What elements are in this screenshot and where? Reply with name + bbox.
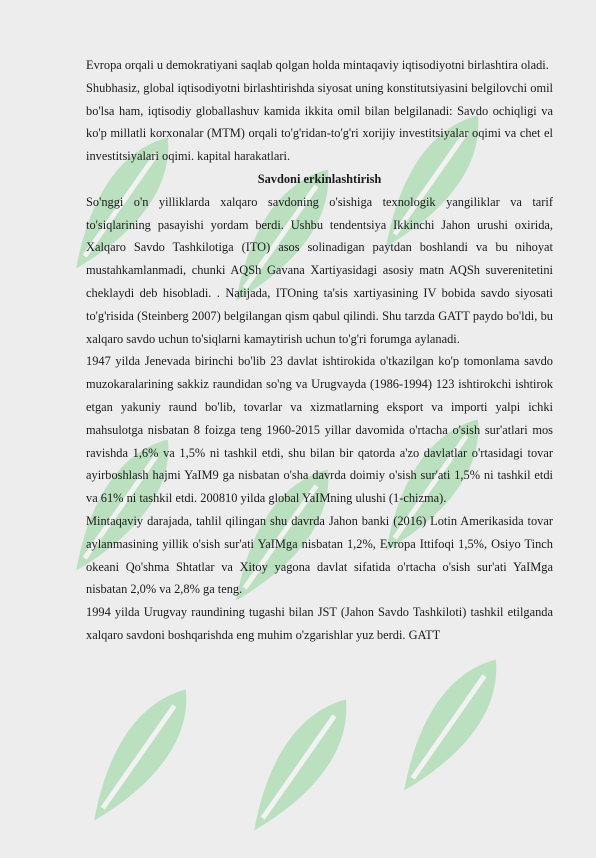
leaf-logo-icon <box>368 632 531 817</box>
leaf-logo-icon <box>218 672 381 857</box>
document-page <box>86 54 553 647</box>
leaf-logo-icon <box>58 662 221 847</box>
section-heading: Savdoni erkinlashtirish <box>257 171 382 186</box>
paragraph: So'nggi o'n yilliklarda xalqaro savdoning o'sishiga texnologik yangiliklar va tarif to'siqlarining pasayishi yordam berdi. Ushbu tendentsiya Ikkinchi Jahon urushi oxirida, Xalqaro Savdo Tashkilotiga (ITO) asos solinadigan paytdan boshlandi va bu nihoyat mustahkamlanmadi, chunki AQSh Gavana Xartiyasidagi asosiy matn AQSh suverenitetini cheklaydi deb hisobladi. . Natijada, ITOning ta'sis xartiyasining IV bobida savdo siyosati to'g'risida (Steinberg 2007) belgilangan qism qabul qilindi. Shu tarzda GATT paydo bo'ldi, bu xalqaro savdo uchun to'siqlarni kamaytirish uchun to'g'ri forumga aylanadi. <box>86 194 553 346</box>
paragraph: 1947 yilda Jenevada birinchi bo'lib 23 davlat ishtirokida o'tkazilgan ko'p tomonlama savdo muzokaralarining sakkiz raundidan so'ng va Urugvayda (1986-1994) 123 ishtirokchi ishtirok etgan yakuniy raund bo'lib, tovarlar va xizmatlarning eksport va importi yalpi ichki mahsulotga nisbatan 8 foizga teng 1960-2015 yillar davomida o'rtacha o'sish sur'atlari mos ravishda 1,6% va 1,5% ni tashkil etdi, shu bilan bir qatorda a'zo davlatlar o'rtasidagi tovar ayirboshlash hajmi YaIM9 ga nisbatan o'sha davrda doimiy o'sish sur'ati 1,5% ni tashkil etdi va 61% ni tashkil etdi. 200810 yilda global YaIMning ulushi (1-chizma). <box>86 354 553 506</box>
paragraph: Evropa orqali u demokratiyani saqlab qolgan holda mintaqaviy iqtisodiyotni birlashtira oladi. <box>86 58 549 72</box>
paragraph: 1994 yilda Urugvay raundining tugashi bilan JST (Jahon Savdo Tashkiloti) tashkil etilganda xalqaro savdoni boshqarishda eng muhim o'zgarishlar yuz berdi. GATT <box>86 605 553 642</box>
paragraph: Mintaqaviy darajada, tahlil qilingan shu davrda Jahon banki (2016) Lotin Amerikasida tovar aylanmasining yillik o'sish sur'ati YaIMga nisbatan 1,2%, Evropa Ittifoqi 1,5%, Osiyo Tinch okeani Qo'shma Shtatlar va Xitoy yagona davlat sifatida o'rtacha o'sish sur'ati YaIMga nisbatan 2,0% va 2,8% ga teng. <box>86 513 553 597</box>
paragraph: Shubhasiz, global iqtisodiyotni birlashtirishda siyosat uning konstitutsiyasini belgilovchi omil bo'lsa ham, iqtisodiy globallashuv kamida ikkita omil bilan belgilanadi: Savdo ochiqligi va ko'p millatli korxonalar (MTM) orqali to'g'ridan-to'g'ri xorijiy investitsiyalar oqimi va chet el investitsiyalari oqimi. kapital harakatlari. <box>86 80 553 164</box>
